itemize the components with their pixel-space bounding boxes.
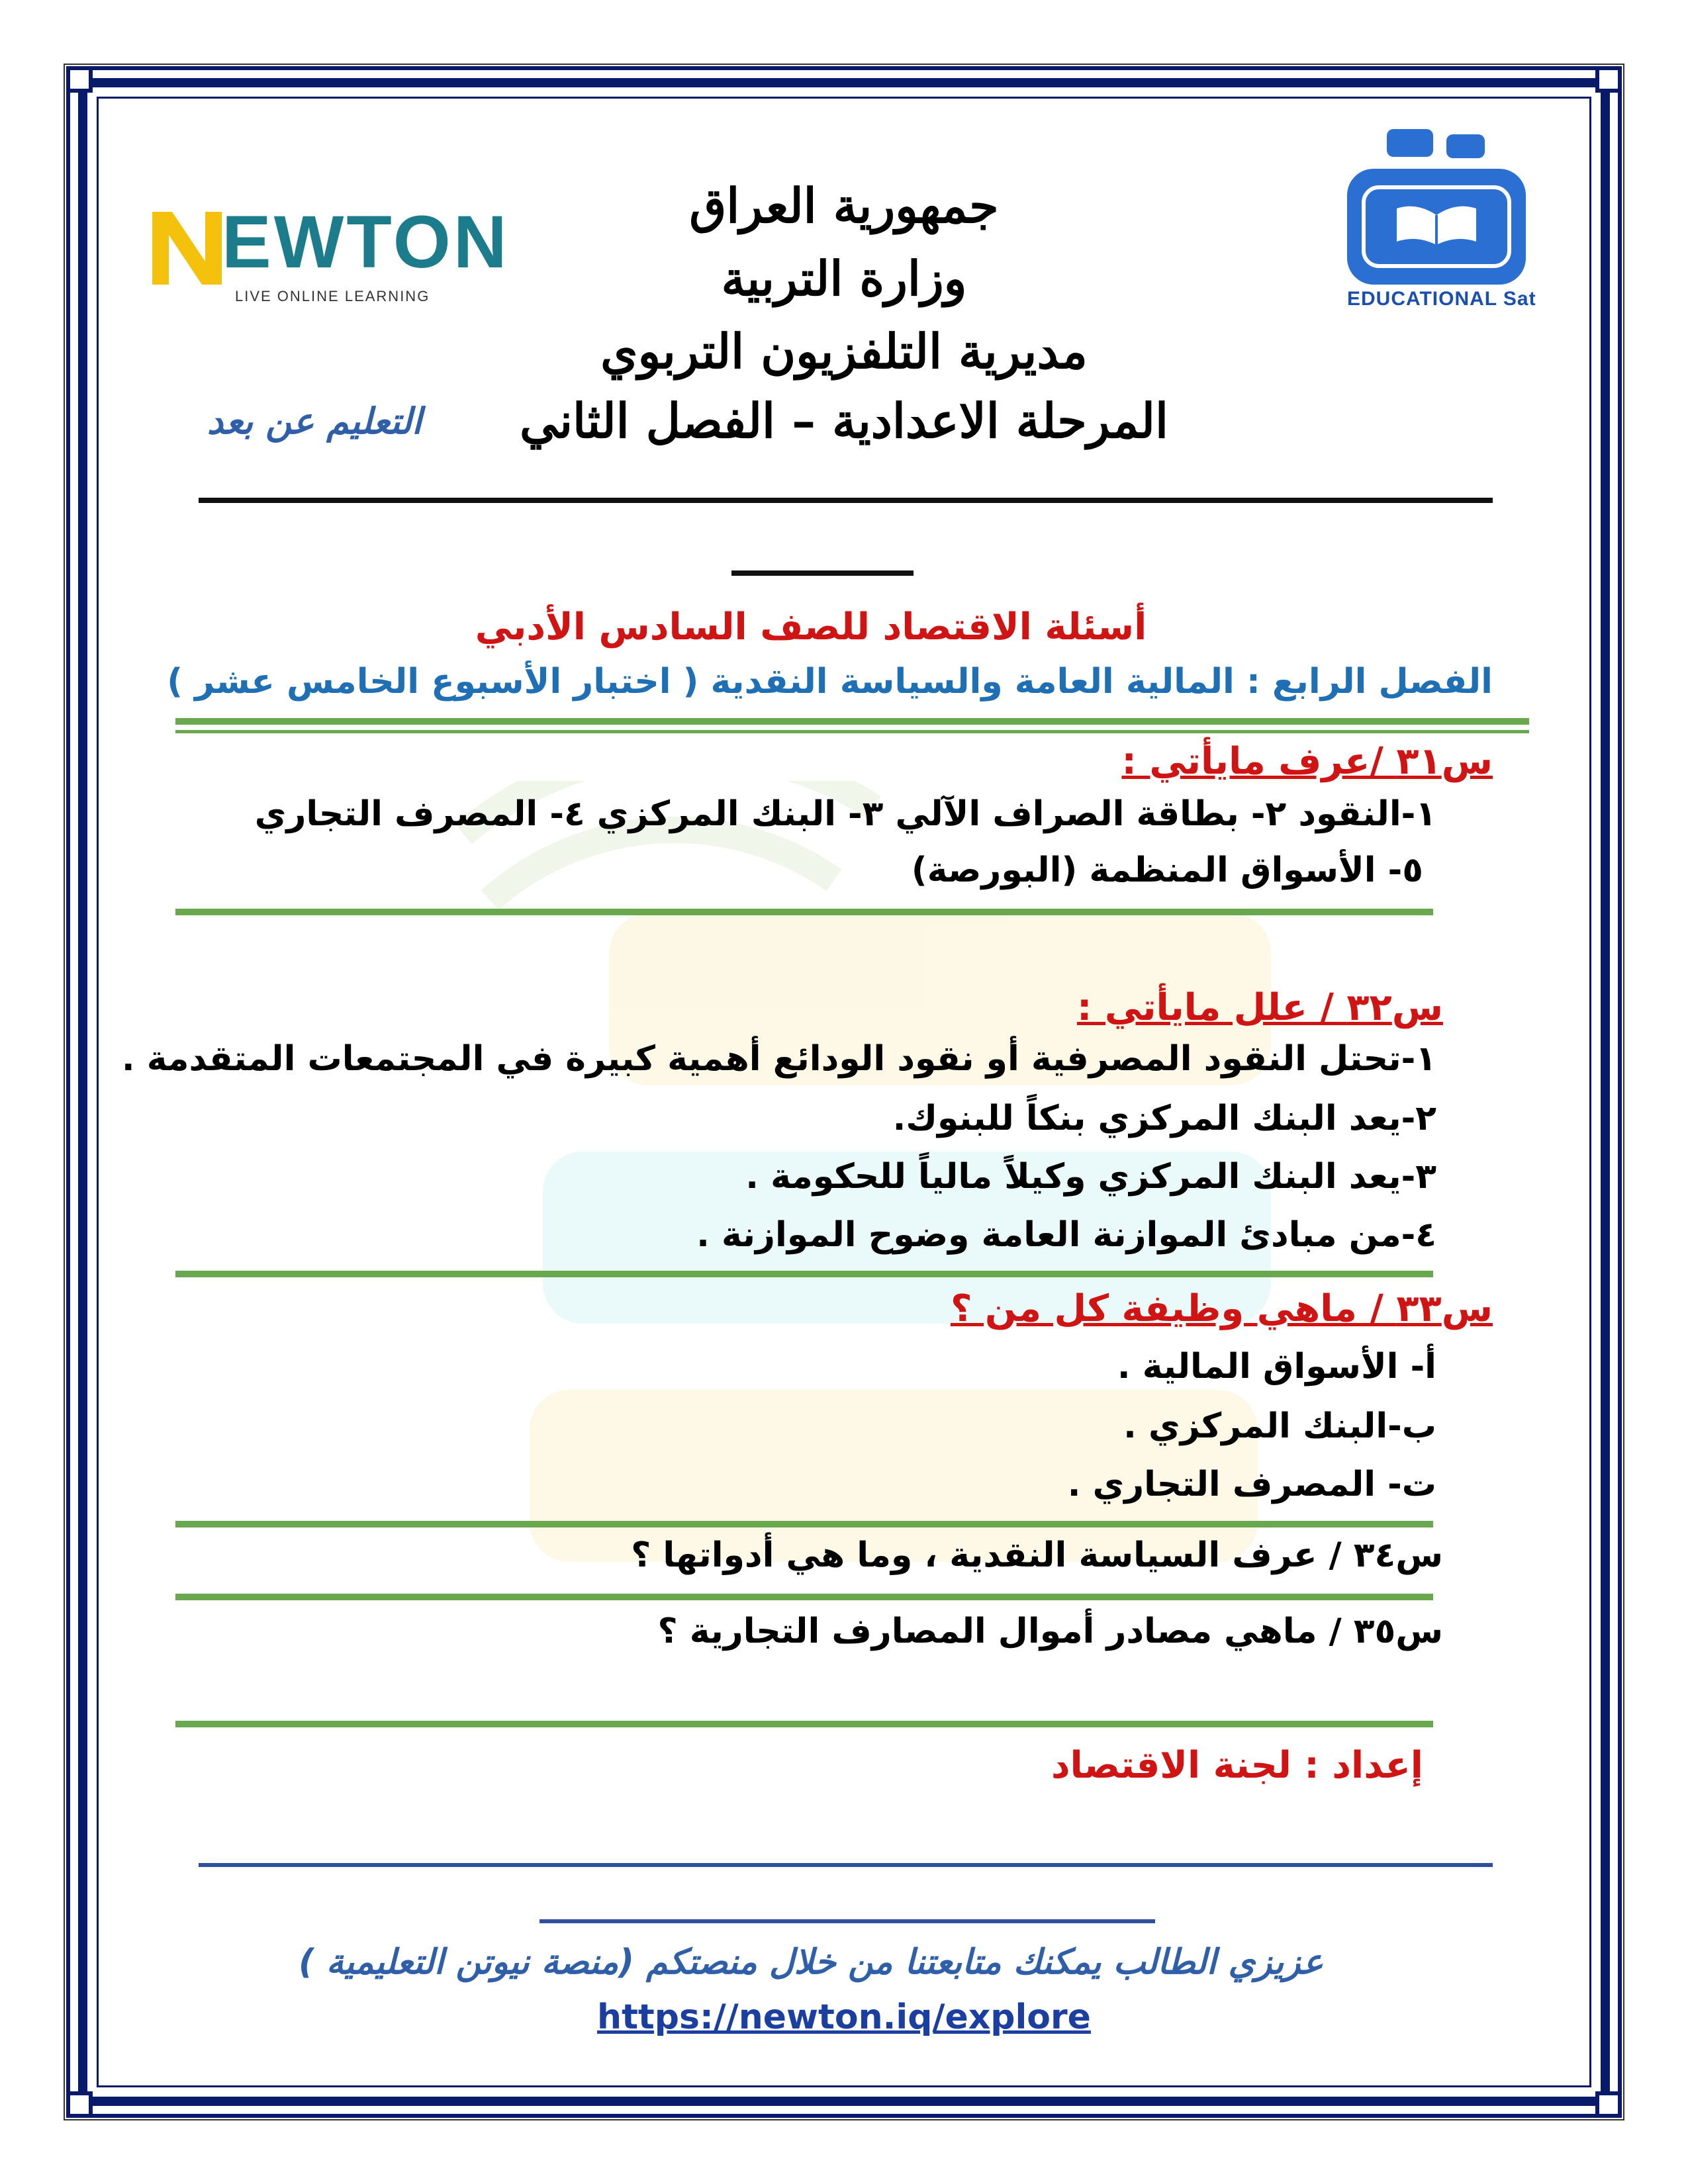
educational-sat-logo [1347, 129, 1559, 314]
footer-link[interactable]: https://newton.iq/explore [597, 1997, 1091, 2037]
prepared-by: إعداد : لجنة الاقتصاد [1051, 1744, 1423, 1787]
header-directorate: مديرية التلفزيون التربوي [600, 323, 1088, 379]
q35-text: س٣٥ / ماهي مصادر أموال المصارف التجارية ؟ [657, 1612, 1443, 1651]
divider-green [175, 1594, 1433, 1600]
header-stage: المرحلة الاعدادية – الفصل الثاني [519, 392, 1168, 449]
footer-divider [199, 1863, 1493, 1867]
header-divider [199, 498, 1493, 503]
q33-item-3: ت- المصرف التجاري . [1067, 1465, 1436, 1504]
newton-n-icon [146, 205, 225, 291]
q32-item-4: ٤-من مبادئ الموازنة العامة وضوح الموازنة . [696, 1215, 1436, 1255]
header-ministry: وزارة التربية [721, 250, 967, 306]
newton-logo-text: EWTON [222, 201, 510, 283]
open-book-icon [1393, 202, 1479, 248]
q33-item-2: ب-البنك المركزي . [1123, 1406, 1436, 1446]
frame-corner-bl [66, 2091, 93, 2118]
frame-corner-tl [66, 66, 93, 93]
q34-text: س٣٤ / عرف السياسة النقدية ، وما هي أدواتها ؟ [631, 1535, 1443, 1575]
exam-title: أسئلة الاقتصاد للصف السادس الأدبي [475, 606, 1147, 649]
frame-corner-br [1595, 2091, 1622, 2118]
q32-item-1: ١-تحتل النقود المصرفية أو نقود الودائع أهمية كبيرة في المجتمعات المتقدمة . [121, 1039, 1436, 1079]
q31-heading: س٣١ /عرف مايأتي : [1121, 740, 1493, 783]
q33-heading: س٣٣ / ماهي وظيفة كل من ؟ [950, 1287, 1493, 1330]
short-divider [731, 570, 914, 576]
divider-green [175, 909, 1433, 915]
divider-green [175, 1271, 1433, 1277]
q32-item-2: ٢-يعد البنك المركزي بنكاً للبنوك. [892, 1099, 1436, 1138]
newton-logo [146, 199, 510, 311]
q31-line-2: ٥- الأسواق المنظمة (البورصة) [911, 850, 1423, 890]
q32-item-3: ٣-يعد البنك المركزي وكيلاً مالياً للحكومة . [745, 1157, 1436, 1197]
exam-subtitle: الفصل الرابع : المالية العامة والسياسة النقدية ( اختبار الأسبوع الخامس عشر ) [167, 662, 1493, 702]
educational-sat-text: EDUCATIONAL Sat [1347, 288, 1536, 310]
newton-tagline: LIVE ONLINE LEARNING [235, 288, 430, 304]
footer-note: عزيزي الطالب يمكنك متابعتنا من خلال منصتكم (منصة نيوتن التعليمية ) [298, 1942, 1324, 1982]
header-country: جمهورية العراق [689, 177, 999, 234]
divider-green [175, 1721, 1433, 1727]
q32-heading: س٣٢ / علل مايأتي : [1076, 986, 1443, 1029]
footer-divider-short [539, 1919, 1155, 1923]
divider-green [175, 718, 1529, 725]
q33-item-1: أ- الأسواق المالية . [1117, 1347, 1436, 1387]
distance-learning-label: التعليم عن بعد [207, 400, 422, 442]
frame-corner-tr [1595, 66, 1622, 93]
q31-line-1: ١-النقود ٢- بطاقة الصراف الآلي ٣- البنك المركزي ٤- المصرف التجاري [254, 794, 1436, 834]
divider-green [175, 1521, 1433, 1527]
